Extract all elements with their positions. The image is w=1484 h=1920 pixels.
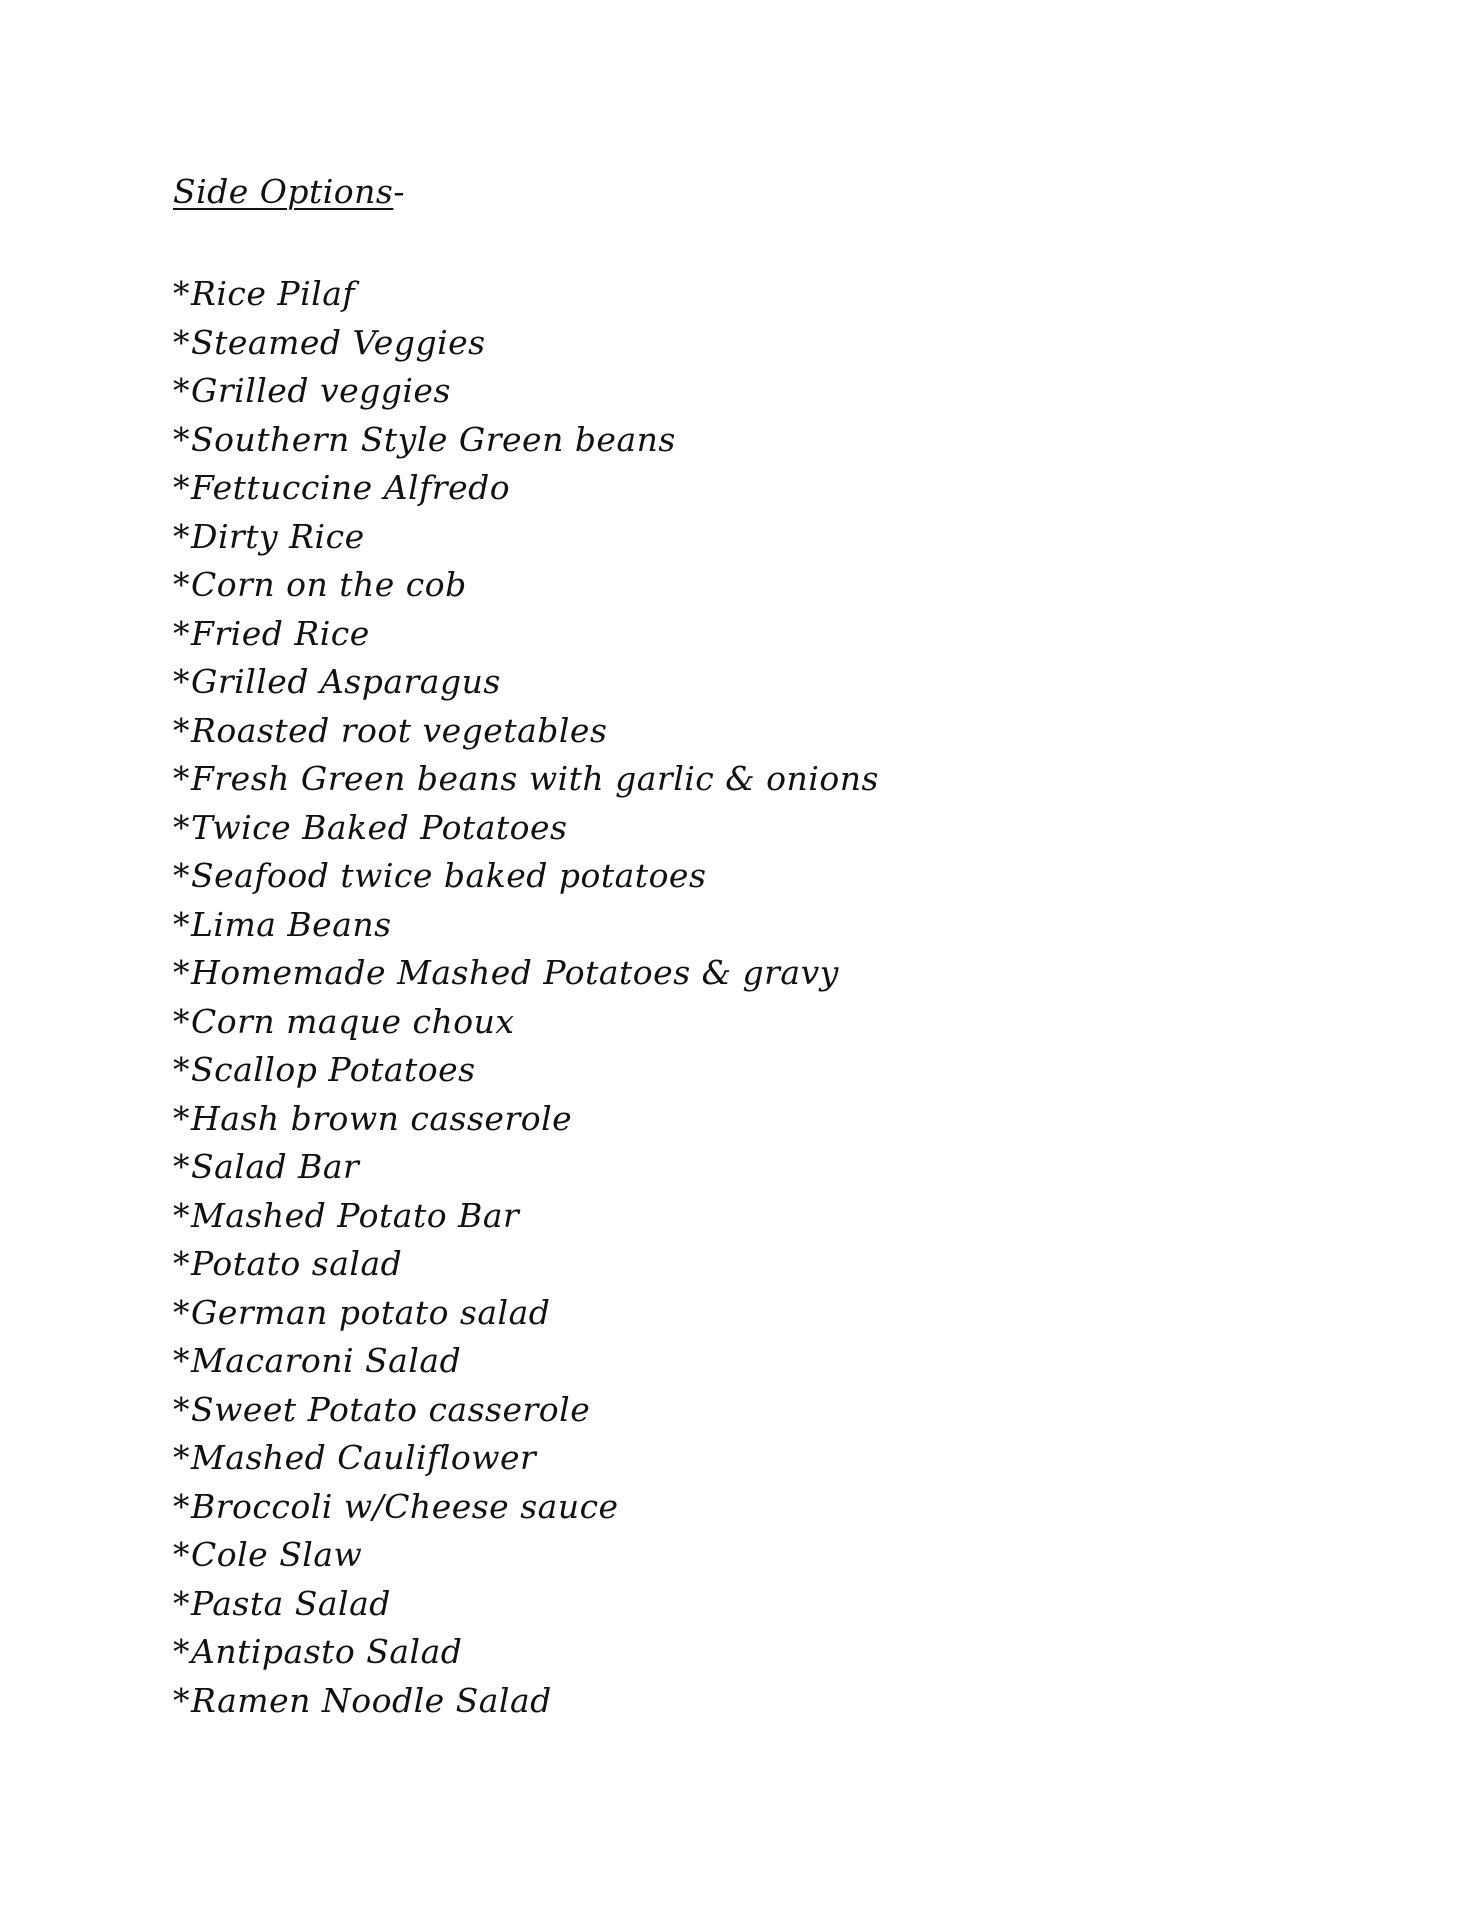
list-item bbox=[173, 367, 879, 416]
list-item-bullet: * bbox=[173, 1050, 190, 1089]
list-item bbox=[173, 513, 879, 562]
list-item-label: German potato salad bbox=[191, 1292, 551, 1332]
heading-title: Side Options bbox=[173, 172, 394, 211]
list-item-label: Fettuccine Alfredo bbox=[191, 468, 511, 507]
list-item-label: Broccoli w/Cheese sauce bbox=[191, 1486, 619, 1526]
list-item-label: Mashed Potato Bar bbox=[191, 1195, 520, 1235]
list-item bbox=[173, 1289, 879, 1338]
list-item-label: Macaroni Salad bbox=[191, 1341, 462, 1380]
page-heading bbox=[173, 172, 405, 211]
list-item-bullet: * bbox=[173, 1341, 190, 1380]
list-item bbox=[173, 319, 879, 368]
list-item-label: Pasta Salad bbox=[191, 1583, 391, 1623]
list-item-label: Ramen Noodle Salad bbox=[191, 1680, 552, 1720]
list-item bbox=[173, 658, 879, 707]
list-item bbox=[173, 1095, 879, 1144]
list-item-label: Mashed Cauliflower bbox=[191, 1438, 537, 1477]
list-item bbox=[173, 1628, 879, 1677]
list-item-bullet: * bbox=[173, 662, 190, 701]
list-item-label: Southern Style Green beans bbox=[191, 419, 676, 459]
list-item-bullet: * bbox=[173, 468, 190, 507]
list-item-label: Roasted root vegetables bbox=[191, 710, 608, 750]
list-item-bullet: * bbox=[173, 1632, 190, 1671]
list-item-bullet: * bbox=[173, 953, 190, 992]
list-item-bullet: * bbox=[173, 1486, 190, 1526]
list-item-bullet: * bbox=[173, 516, 190, 556]
side-options-list bbox=[173, 270, 879, 1725]
list-item-label: Fresh Green beans with garlic & onions bbox=[191, 759, 879, 798]
list-item bbox=[173, 561, 879, 610]
list-item-label: Antipasto Salad bbox=[191, 1632, 463, 1671]
list-item-bullet: * bbox=[173, 1001, 190, 1041]
list-item-bullet: * bbox=[173, 1292, 190, 1332]
list-item-bullet: * bbox=[173, 1098, 190, 1138]
list-item-bullet: * bbox=[173, 904, 190, 944]
list-item-bullet: * bbox=[173, 371, 190, 410]
list-item-bullet: * bbox=[173, 1438, 190, 1477]
list-item-bullet: * bbox=[173, 322, 190, 362]
list-item-label: Grilled veggies bbox=[191, 371, 451, 410]
list-item-bullet: * bbox=[173, 1389, 190, 1429]
list-item bbox=[173, 416, 879, 465]
list-item-label: Homemade Mashed Potatoes & gravy bbox=[191, 953, 839, 992]
list-item-bullet: * bbox=[173, 1244, 190, 1283]
list-item-bullet: * bbox=[173, 759, 190, 798]
list-item-bullet: * bbox=[173, 710, 190, 750]
list-item bbox=[173, 852, 879, 901]
list-item-label: Rice Pilaf bbox=[191, 274, 356, 313]
list-item bbox=[173, 1240, 879, 1289]
list-item-bullet: * bbox=[173, 856, 190, 895]
list-item bbox=[173, 901, 879, 950]
list-item-label: Hash brown casserole bbox=[191, 1098, 573, 1138]
list-item-bullet: * bbox=[173, 1147, 190, 1186]
list-item bbox=[173, 1386, 879, 1435]
list-item-label: Lima Beans bbox=[191, 904, 392, 944]
list-item-label: Grilled Asparagus bbox=[191, 662, 501, 701]
list-item bbox=[173, 610, 879, 659]
list-item bbox=[173, 1046, 879, 1095]
list-item-bullet: * bbox=[173, 613, 190, 653]
list-item bbox=[173, 1192, 879, 1241]
list-item-bullet: * bbox=[173, 419, 190, 459]
list-item bbox=[173, 464, 879, 513]
list-item-label: Sweet Potato casserole bbox=[191, 1389, 591, 1429]
list-item-label: Potato salad bbox=[191, 1244, 403, 1283]
list-item-bullet: * bbox=[173, 1583, 190, 1623]
list-item-bullet: * bbox=[173, 1195, 190, 1235]
list-item-label: Salad Bar bbox=[191, 1147, 360, 1186]
list-item bbox=[173, 998, 879, 1047]
list-item-bullet: * bbox=[173, 807, 190, 847]
list-item-label: Steamed Veggies bbox=[191, 322, 486, 362]
list-item-bullet: * bbox=[173, 1680, 190, 1720]
list-item bbox=[173, 1580, 879, 1629]
list-item-label: Scallop Potatoes bbox=[191, 1050, 476, 1089]
list-item bbox=[173, 707, 879, 756]
list-item bbox=[173, 1337, 879, 1386]
list-item-bullet: * bbox=[173, 565, 190, 604]
list-item bbox=[173, 804, 879, 853]
list-item bbox=[173, 1677, 879, 1726]
list-item-label: Fried Rice bbox=[191, 613, 370, 653]
list-item bbox=[173, 755, 879, 804]
list-item bbox=[173, 949, 879, 998]
list-item-label: Corn maque choux bbox=[191, 1001, 515, 1041]
list-item-label: Twice Baked Potatoes bbox=[191, 807, 568, 847]
heading-dash: - bbox=[393, 172, 406, 211]
list-item bbox=[173, 1483, 879, 1532]
list-item-label: Cole Slaw bbox=[191, 1535, 363, 1574]
list-item bbox=[173, 1143, 879, 1192]
list-item-label: Seafood twice baked potatoes bbox=[191, 856, 707, 895]
list-item-bullet: * bbox=[173, 1535, 190, 1574]
list-item-label: Corn on the cob bbox=[191, 565, 467, 604]
list-item-label: Dirty Rice bbox=[191, 516, 365, 556]
list-item-bullet: * bbox=[173, 274, 190, 313]
list-item bbox=[173, 1434, 879, 1483]
list-item bbox=[173, 1531, 879, 1580]
list-item bbox=[173, 270, 879, 319]
